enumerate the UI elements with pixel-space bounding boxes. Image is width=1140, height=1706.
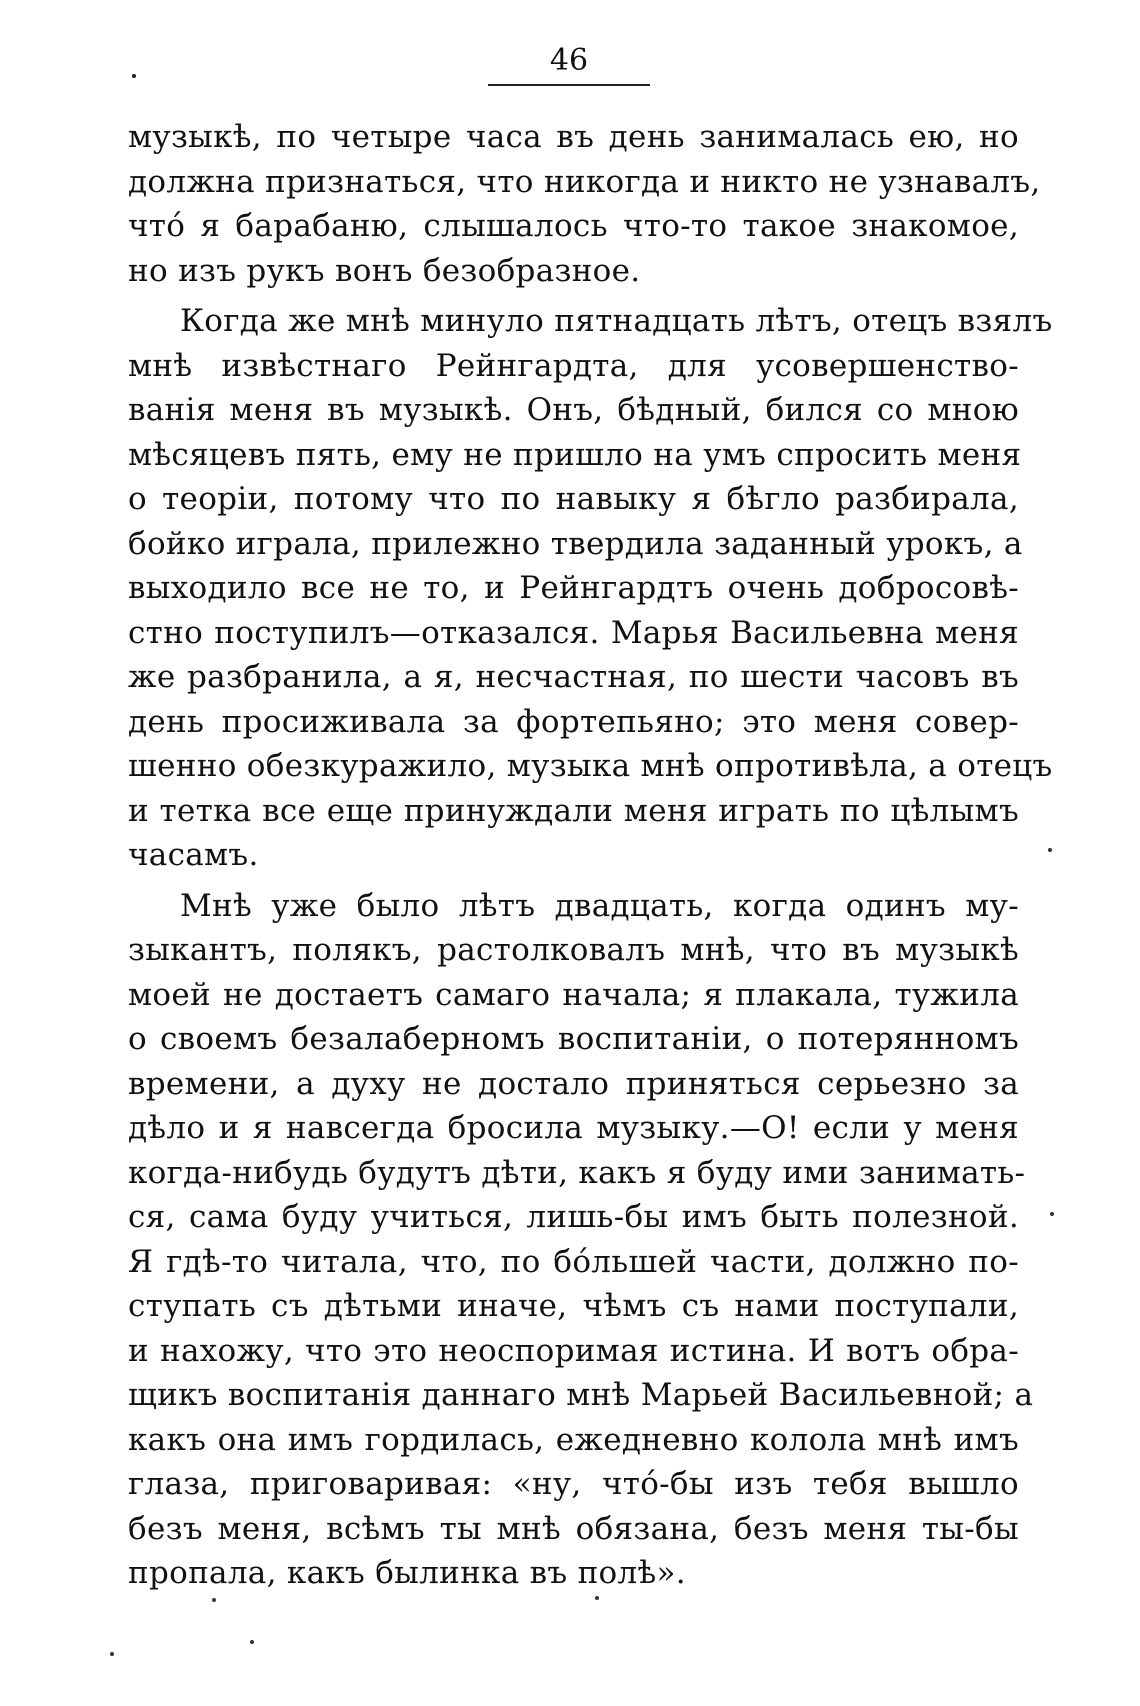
ink-speck [250,1640,254,1644]
paragraph-1 [128,115,1041,293]
text-line: и тетка все еще принуждали меня играть по цѣлымъ [128,792,1019,829]
text-line: о теоріи, потому что по навыку я бѣгло разбирала, [128,481,1019,517]
header-rule [488,84,650,86]
text-line: же разбранила, а я, несчастная, по шести часовъ въ [128,659,1019,695]
text-line: какъ она имъ гордилась, ежедневно колола мнѣ имъ [128,1421,1019,1458]
text-line: когда-нибудь будутъ дѣти, какъ я буду ими занимать- [128,1154,1026,1191]
ink-speck [132,74,136,78]
text-line: чтó я барабаню, слышалось что-то такое знакомое, [128,208,1019,244]
text-line: глаза, приговаривая: «ну, чтó-бы изъ тебя вышло [128,1466,1019,1502]
ink-speck [1048,848,1052,852]
text-line: должна признаться, что никогда и никто не узнавалъ, [128,163,1041,200]
text-line: щикъ воспитанія даннаго мнѣ Марьей Васильевной; а [128,1377,1034,1413]
text-line: ванія меня въ музыкѣ. Онъ, бѣдный, бился со мною [128,392,1019,428]
text-line: безъ меня, всѣмъ ты мнѣ обязана, безъ меня ты-бы [128,1510,1019,1547]
page-header [0,44,1140,94]
text-line: времени, а духу не достало приняться серьезно за [128,1065,1019,1102]
body-text [128,115,1053,1602]
text-line: пропала, какъ былинка въ полѣ». [128,1555,686,1591]
text-line: бойко играла, прилежно твердила заданный урокъ, а [128,525,1023,562]
text-line: зыкантъ, полякъ, растолковалъ мнѣ, что въ музыкѣ [128,932,1019,968]
text-line: мнѣ извѣстнаго Рейнгардта, для усовершенство- [128,347,1019,384]
page-number: 46 [549,43,589,78]
text-line: ся, сама буду учиться, лишь-бы имъ быть полезной. [128,1199,1019,1235]
paragraph-3 [128,884,1034,1596]
text-line: ступать съ дѣтьми иначе, чѣмъ съ нами поступали, [128,1288,1019,1324]
text-line: день просиживала за фортепьяно; это меня совер- [128,703,1019,740]
ink-speck [212,1598,216,1602]
ink-speck [595,1596,599,1600]
text-line: музыкѣ, по четыре часа въ день занималась ею, но [128,119,1019,155]
text-line: Мнѣ уже было лѣтъ двадцать, когда одинъ му- [180,887,1019,924]
text-line: о своемъ безалаберномъ воспитаніи, о потерянномъ [128,1021,1019,1057]
text-line: моей не достаетъ самаго начала; я плакала, тужила [128,976,1019,1013]
text-line: часамъ. [128,837,259,873]
paragraph-2 [128,299,1053,878]
text-line: но изъ рукъ вонъ безобразное. [128,252,641,289]
text-line: выходило все не то, и Рейнгардтъ очень добросовѣ- [128,570,1019,606]
ink-speck [1050,1212,1054,1216]
text-line: Я гдѣ-то читала, что, по бóльшей части, должно по- [128,1243,1019,1280]
text-line: и нахожу, что это неоспоримая истина. И вотъ обра- [128,1332,1019,1369]
text-line: дѣло и я навсегда бросила музыку.—О! если у меня [128,1110,1019,1146]
text-line: Когда же мнѣ минуло пятнадцать лѣтъ, отецъ взялъ [180,303,1053,339]
text-line: шенно обезкуражило, музыка мнѣ опротивѣла, а отецъ [128,748,1053,784]
text-line: стно поступилъ—отказался. Марья Васильевна меня [128,614,1019,651]
ink-speck [110,1652,114,1656]
text-line: мѣсяцевъ пять, ему не пришло на умъ спросить меня [128,436,1022,473]
